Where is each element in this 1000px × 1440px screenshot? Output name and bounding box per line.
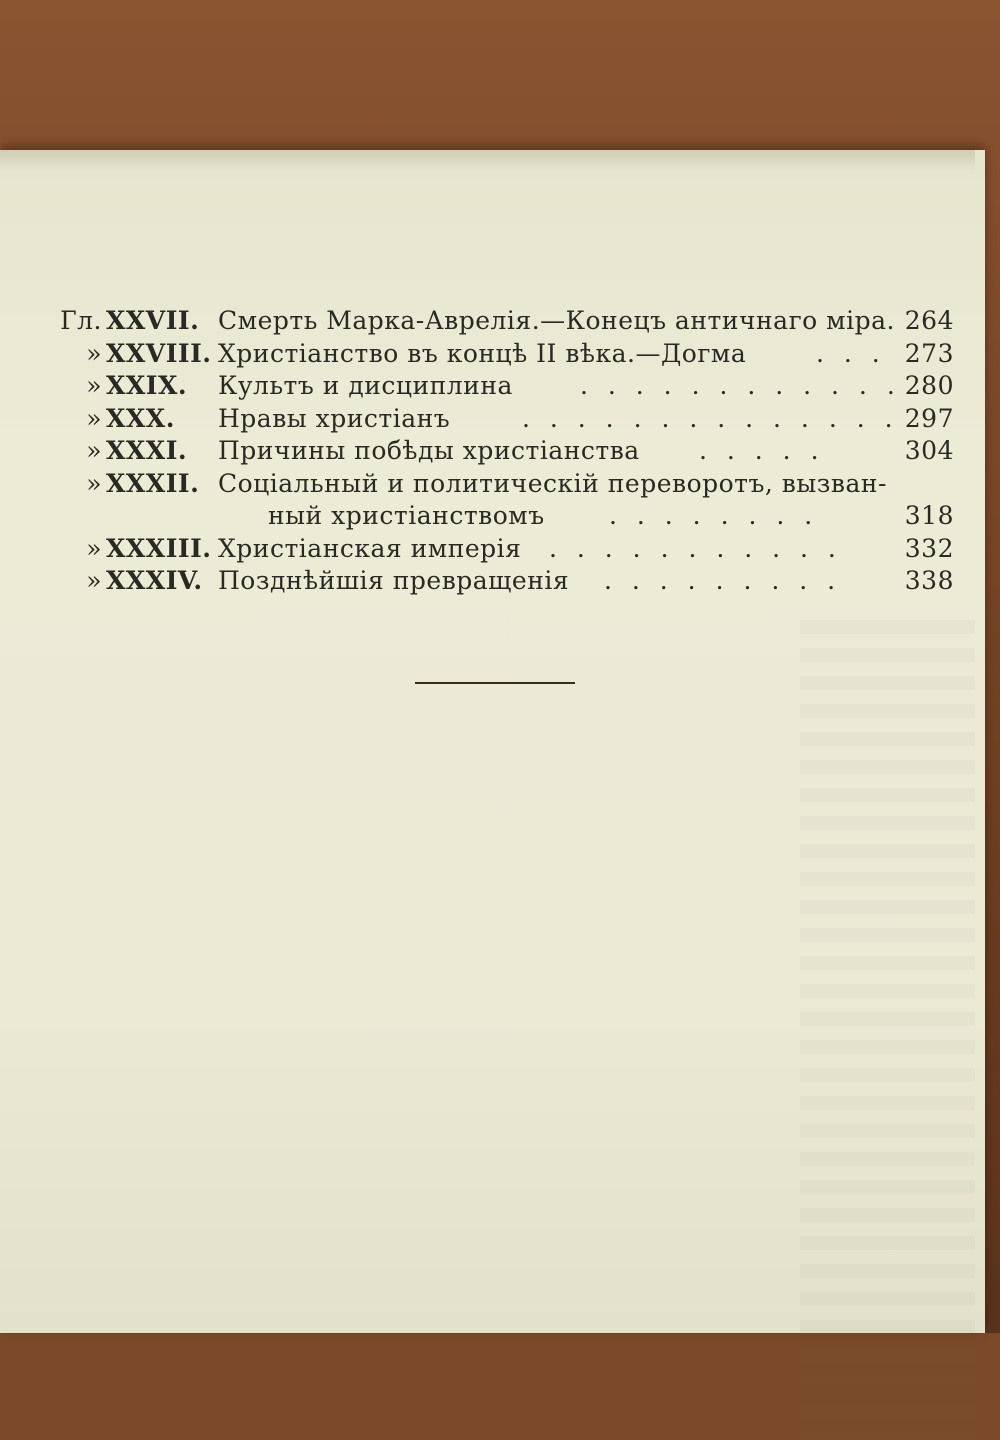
page-top-edge xyxy=(0,150,975,172)
toc-prefix: » xyxy=(86,533,102,563)
toc-prefix: » xyxy=(86,566,102,595)
chapter-number: XXVIII. xyxy=(106,338,212,368)
chapter-number: XXVII. xyxy=(106,306,200,335)
toc-row xyxy=(44,565,964,598)
chapter-title: Причины побѣды христiанства xyxy=(218,436,640,465)
dot-leader: . . . . . . . . . . . . xyxy=(580,371,901,400)
dot-leader: . . . . . . . . . xyxy=(604,566,842,595)
toc-prefix: Гл. xyxy=(60,306,102,335)
page-number: 264 xyxy=(904,306,954,335)
toc-row xyxy=(44,370,964,403)
chapter-title: Культъ и дисциплина xyxy=(218,371,513,400)
page-number: 318 xyxy=(904,501,954,530)
page-number: 338 xyxy=(904,566,954,595)
show-through-text xyxy=(800,620,975,1440)
toc-row xyxy=(44,403,964,436)
page-number: 304 xyxy=(904,436,954,465)
page-number: 280 xyxy=(904,371,954,400)
toc-prefix: » xyxy=(86,403,102,433)
page-number: 332 xyxy=(904,533,954,563)
chapter-title: Позднѣйшiя превращенiя xyxy=(218,566,570,595)
chapter-number: XXIX. xyxy=(106,371,188,400)
toc-prefix: » xyxy=(86,436,102,465)
chapter-number: XXX. xyxy=(106,403,175,433)
section-divider xyxy=(415,682,575,684)
toc-prefix: » xyxy=(86,338,102,368)
toc-row xyxy=(44,468,964,501)
dot-leader: . . . . . . . . xyxy=(609,501,819,530)
chapter-number: XXXII. xyxy=(106,468,200,498)
chapter-title: Христiанство въ концѣ II вѣка.—Догма xyxy=(218,338,747,368)
page-number: 297 xyxy=(904,403,954,433)
chapter-title: Смерть Марка-Авpелiя.—Конецъ античнаго мiра. xyxy=(218,306,895,335)
chapter-title: Христiанская имперiя xyxy=(218,533,522,563)
toc-prefix: » xyxy=(86,468,102,498)
toc-row xyxy=(44,338,964,371)
toc-row xyxy=(44,305,964,338)
chapter-title-continuation: ный христiанствомъ xyxy=(268,501,545,530)
chapter-title: Соцiальный и политическiй переворотъ, вызван- xyxy=(218,468,887,498)
toc-row xyxy=(44,533,964,566)
table-of-contents xyxy=(44,305,964,598)
chapter-number: XXXIII. xyxy=(106,533,212,563)
dot-leader: . . . . . . . . . . . xyxy=(549,533,842,563)
chapter-title: Нравы христiанъ xyxy=(218,403,451,433)
dot-leader: . . . . . xyxy=(699,436,825,465)
chapter-number: XXXI. xyxy=(106,436,188,465)
dot-leader: . . . xyxy=(816,338,886,368)
dot-leader: . . . . . . . . . . . . . . xyxy=(522,403,899,433)
page-number: 273 xyxy=(904,338,954,368)
toc-row xyxy=(44,435,964,468)
toc-row xyxy=(44,500,964,533)
chapter-number: XXXIV. xyxy=(106,566,203,595)
toc-prefix: » xyxy=(86,371,102,400)
